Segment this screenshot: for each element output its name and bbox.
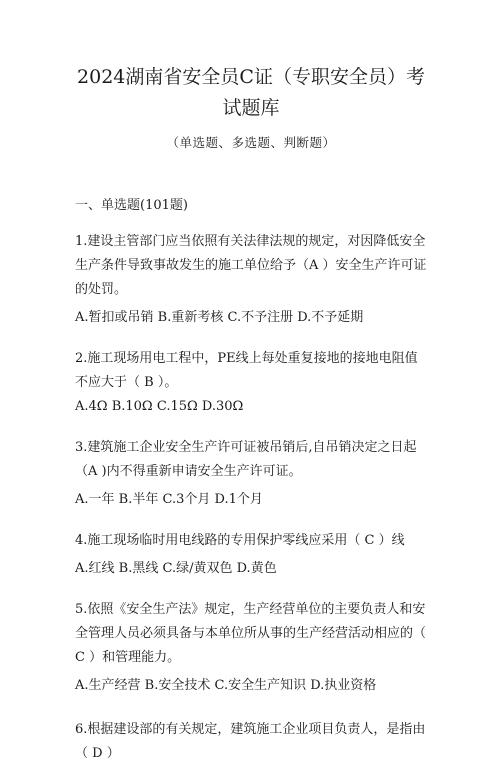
question-6 (75, 718, 427, 766)
document-title: 2024湖南省安全员C证（专职安全员）考试题库 (77, 66, 425, 119)
section-heading: 一、单选题(101题) (75, 198, 188, 213)
question-options: A.红线 B.黑线 C.绿/黄双色 D.黄色 (75, 561, 277, 576)
question-1 (75, 230, 427, 330)
question-stem: 6.根据建设部的有关规定，建筑施工企业项目负责人，是指由（ D ） (75, 722, 426, 761)
question-options: A.暂扣或吊销 B.重新考核 C.不予注册 D.不予延期 (75, 310, 364, 325)
question-stem: 3.建筑施工企业安全生产许可证被吊销后,自吊销决定之日起（A )内不得重新申请安全生产许可证。 (75, 440, 417, 479)
question-options: A.一年 B.半年 C.3个月 D.1个月 (75, 492, 263, 507)
question-options: A.生产经营 B.安全技术 C.安全生产知识 D.执业资格 (75, 678, 377, 693)
question-2 (75, 347, 427, 419)
question-options: A.4Ω B.10Ω C.15Ω D.30Ω (75, 399, 244, 414)
question-stem: 1.建设主管部门应当依照有关法律法规的规定，对因降低安全生产条件导致事故发生的施工单位给予（A ）安全生产许可证的处罚。 (75, 234, 427, 297)
document-subtitle: （单选题、多选题、判断题） (166, 135, 336, 150)
question-3 (75, 436, 427, 512)
question-stem: 4.施工现场临时用电线路的专用保护零线应采用（ C ）线 (75, 533, 405, 548)
question-stem: 5.依照《安全生产法》规定，生产经营单位的主要负责人和安全管理人员必须具备与本单位所从事的生产经营活动相应的（ C ）和管理能力。 (75, 602, 427, 665)
question-stem: 2.施工现场用电工程中，PE线上每处重复接地的接地电阻值不应大于（ B ）。 (75, 351, 418, 390)
question-5 (75, 598, 427, 698)
question-4 (75, 529, 427, 581)
